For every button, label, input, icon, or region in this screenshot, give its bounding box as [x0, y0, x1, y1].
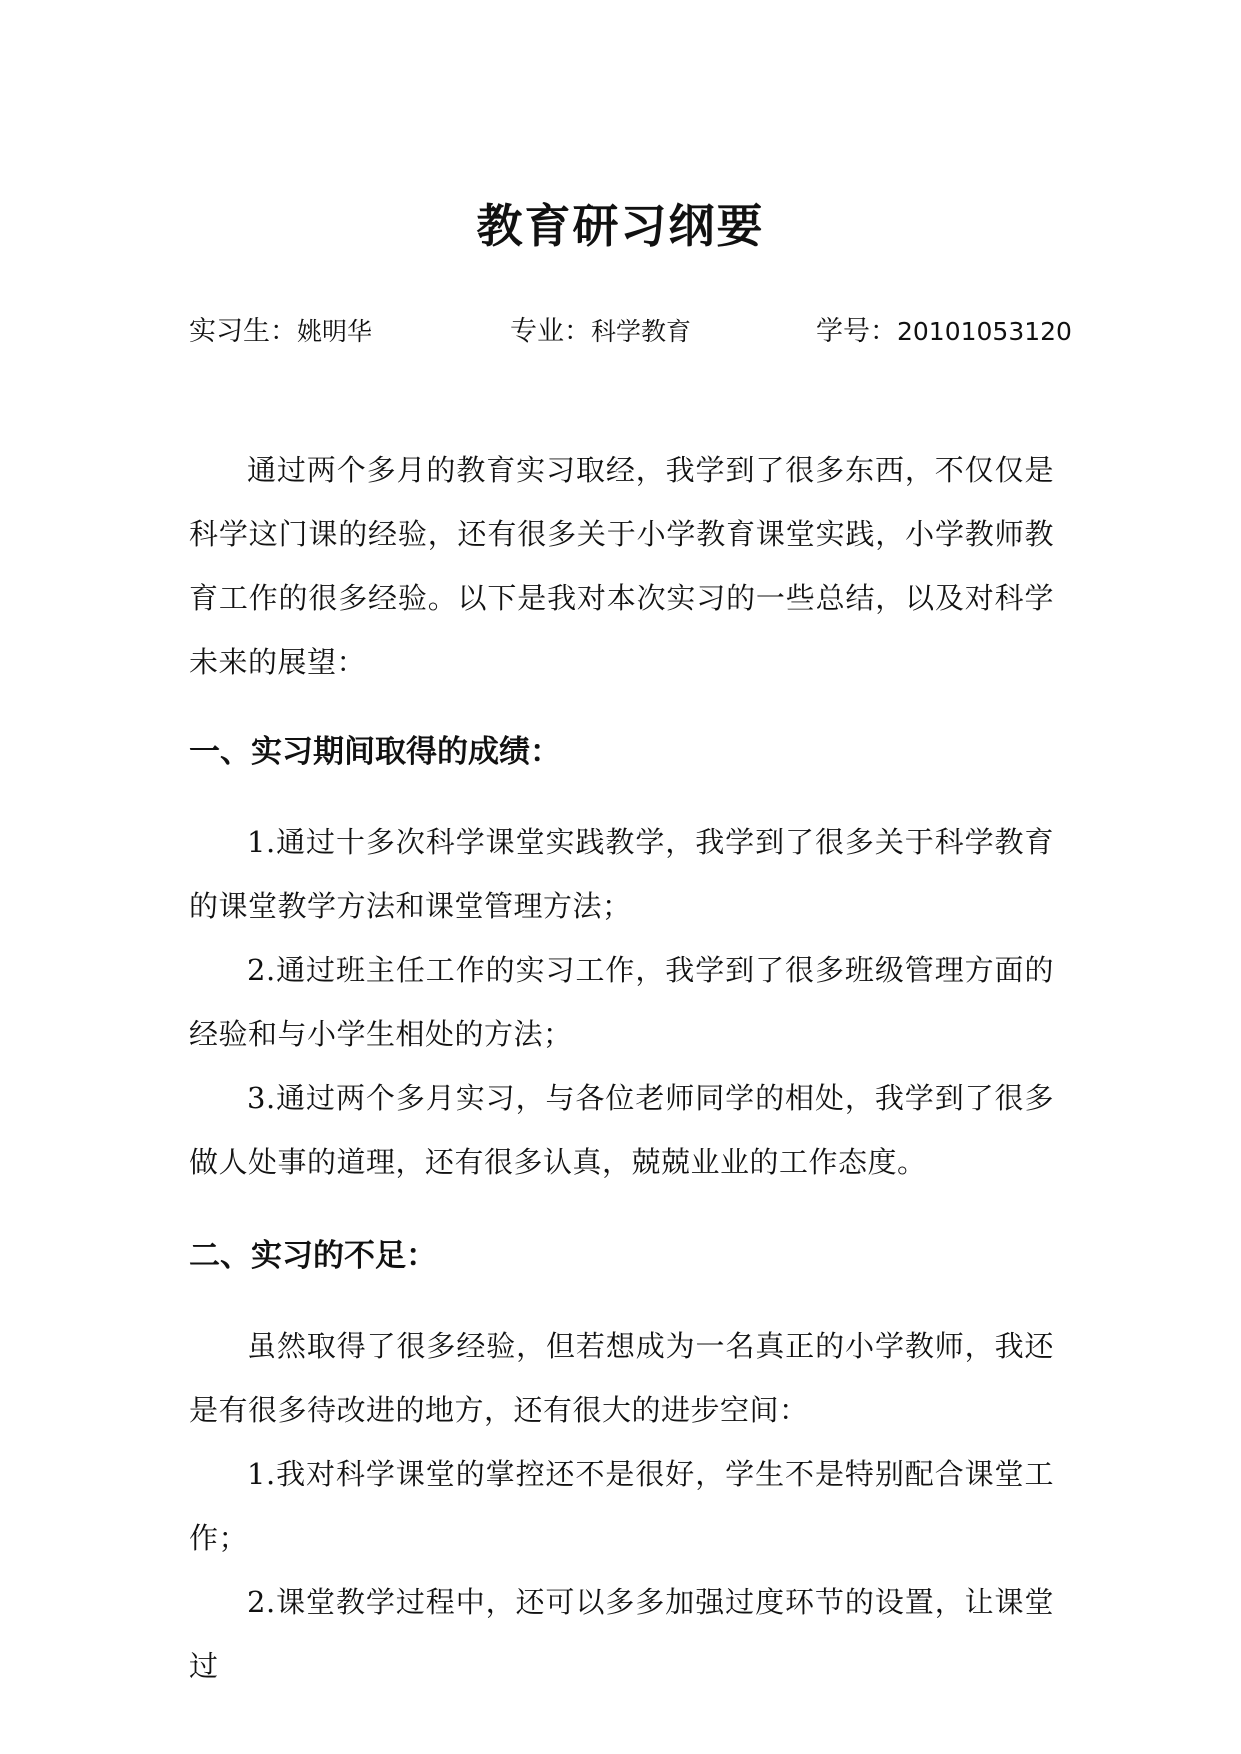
intro-paragraph: 通过两个多月的教育实习取经，我学到了很多东西，不仅仅是科学这门课的经验，还有很多关于小学教育课堂实践，小学教师教育工作的很多经验。以下是我对本次实习的一些总结，以及对科学未来的展望： [189, 453, 1054, 679]
student-info [189, 312, 372, 352]
section1-heading: 一、实习期间取得的成绩： [189, 734, 561, 770]
section2-list [189, 1314, 1054, 1698]
list-item: 2.通过班主任工作的实习工作，我学到了很多班级管理方面的经验和与小学生相处的方法； [189, 953, 1054, 1051]
student-label: 实习生： [189, 316, 297, 347]
student-name: 姚明华 [297, 317, 373, 346]
list-item: 2.课堂教学过程中，还可以多多加强过度环节的设置，让课堂过 [189, 1585, 1054, 1683]
section1-list [189, 810, 1054, 1194]
student-id-value: 20101053120 [897, 317, 1072, 346]
major-info [510, 312, 691, 352]
student-id-label: 学号： [816, 316, 897, 347]
section2-intro: 虽然取得了很多经验，但若想成为一名真正的小学教师，我还是有很多待改进的地方，还有很大的进步空间： [189, 1329, 1054, 1427]
major-value: 科学教育 [591, 317, 692, 346]
list-item: 3.通过两个多月实习，与各位老师同学的相处，我学到了很多做人处事的道理，还有很多认真，兢兢业业的工作态度。 [189, 1081, 1054, 1179]
student-id-info [816, 312, 1072, 352]
intro-paragraph-block [189, 438, 1054, 694]
list-item: 1.通过十多次科学课堂实践教学，我学到了很多关于科学教育的课堂教学方法和课堂管理方法； [189, 825, 1054, 923]
document-title: 教育研习纲要 [476, 199, 765, 253]
list-item: 1.我对科学课堂的掌控还不是很好，学生不是特别配合课堂工作； [189, 1457, 1054, 1555]
major-label: 专业： [510, 316, 591, 347]
section2-heading: 二、实习的不足： [189, 1238, 437, 1274]
